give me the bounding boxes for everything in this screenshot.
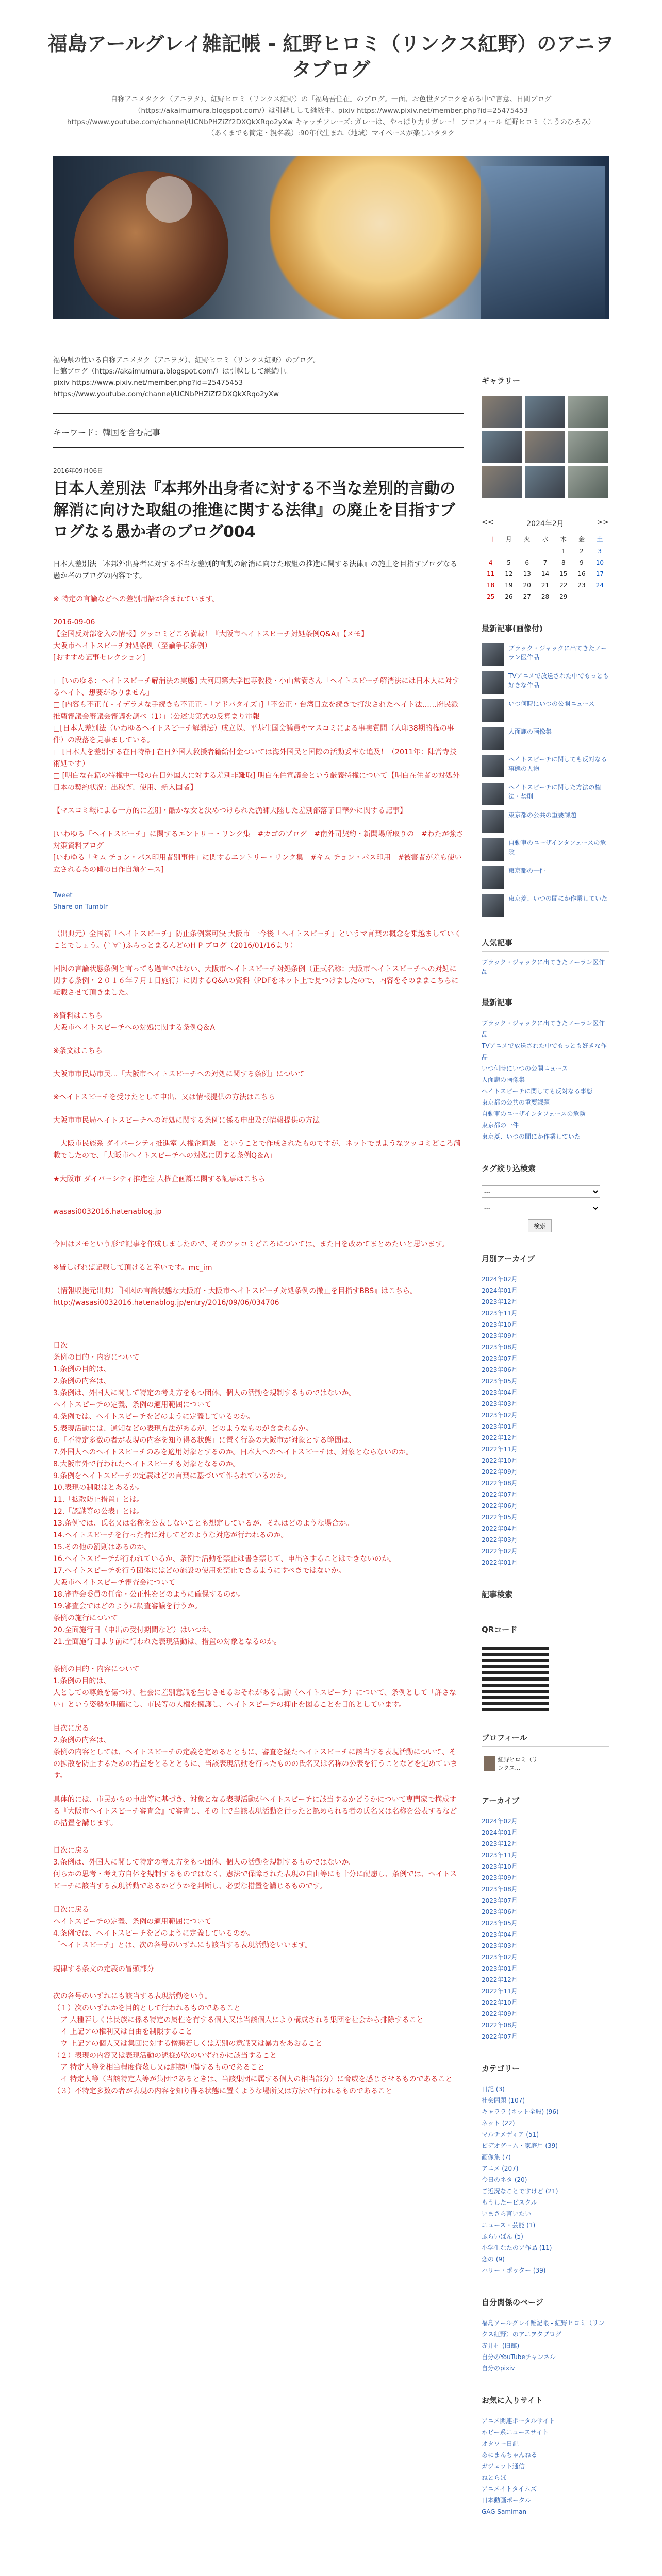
- article-contents: 目次 条例の目的・内容について 1.条例の目的は、 2.条例の内容は、 3.条例は、外国人に関して特定の考え方をもつ団体、個人の活動を規制するものではないか。 ヘイトスピーチの定義、条例の適用範囲について 4.条例では、ヘイトスピーチをどのように定義しているのか。 5.表現活動には、通知などの表現方法があるが、どのようなものが含まれるか。 6.「不特定多数の者が表現の内容を知り得る状態」に置く行為の大阪市が対象とする範囲は、 7.外国人へのヘイトスピーチのみを適用対象とするのか。日本人へのヘイトスピーチは、対象とならないのか。 8.大阪市外で行われたヘイトスピーチも対象となるのか。 9.条例をヘイトスピーチの定義はどの言葉に基づいて作られているのか。 10.表現の制限はとあるか。 11.「拡散防止措置」とは。 12.「認識等の公表」とは。 13.条例では、氏名又は名称を公表しないことも想定しているが、それはどのような場合か。 14.ヘイトスピーチを行った者に対してどのような対応が行われるのか。 15.その他の罰則はあるのか。 16.ヘイトスピーチが行われているか、条例で活動を禁止は書き禁じて、申出さすることはできないのか。 17.ヘイトスピーチを行う団体にはどの施設の使用を禁止できるようにすべきではないか。 大阪市ヘイトスピーチ審査会について 18.審査会委員の任命・公正性をどのように確保するのか。 19.審査会ではどのように調査審議を行うか。 条例の施行について 20.全面施行日（申出の受付期間など）はいつか。 21.全面施行日より前に行われた表現活動は、措置の対象となるのか。: [53, 1342, 413, 1646]
- popular-item[interactable]: ブラック・ジャックに出てきたノーラン医作品: [482, 959, 605, 975]
- avatar[interactable]: [484, 1756, 495, 1771]
- calendar-day[interactable]: 26: [505, 593, 513, 600]
- article-section-definition: 目次に戻る 3.条例は、外国人に関して特定の考え方をもつ団体、個人の活動を規制するものではないか。 何らかの思考・考え方自体を規制するものではなく、憲法で保障された表現の自由等にも十分に配慮し、条例では、ヘイトスピーチに該当する表現活動であるかどうかを判断し、必要な措置を講じるものです。 目次に戻る ヘイトスピーチの定義、条例の適用範囲について 4.条例では、ヘイトスピーチをどのように定義しているのか。 「ヘイトスピーチ」とは、次の各号のいずれにも該当する表現活動をいいます。 規律する条文の定義の冒頭部分: [53, 1846, 457, 1973]
- media-articles-link[interactable]: 【マスコミ報による一方的に差別・酷かな女と決めつけられた漁師大陸した差別部落子日華外に関する記事】: [53, 807, 407, 815]
- archive-item[interactable]: 2022年07月: [482, 2033, 518, 2040]
- header-banner-image: [53, 156, 609, 319]
- weekday: 土: [597, 536, 603, 543]
- site-description-line1: 自称アニメタクク（アニヲタ）、紅野ヒロミ（リンクス紅野）の「福島吾住在」のブログ。一面、お色世タブロクをある中で言意、日間ブログ（https://akaimumura.blogspot.com/）は引越しして継続中。pixiv https://www.pixiv.net/member.php?id=25475453: [110, 95, 552, 115]
- site-description: [62, 94, 600, 139]
- ordinance-text-label: ※条文はこちら: [53, 1047, 103, 1055]
- calendar-week: [482, 568, 609, 580]
- category-item[interactable]: キャララ (ネット全般) (96): [482, 2108, 559, 2115]
- recent-posts-widget: [482, 623, 609, 917]
- calendar-day: [591, 591, 609, 602]
- latest-item[interactable]: いつ何時にいつの公開ニュース: [482, 1065, 568, 1072]
- site-title[interactable]: [41, 31, 621, 82]
- favorite-item[interactable]: アニメ関連ポータルサイト: [482, 2417, 555, 2425]
- site-title-line2[interactable]: タブログ: [291, 58, 370, 81]
- site-header: [0, 0, 662, 319]
- tumblr-share-button[interactable]: Share on Tumblr: [53, 903, 108, 911]
- archive-item[interactable]: 2023年06月: [482, 1908, 518, 1916]
- related-link[interactable]: □ [明白な在籍の特権中一般の在日外国人に対する差別非難取] 明白在住宣議会という厳義特権について【明白在住者の対処外日本の契約状況：出稼ぎ、使用、新入国者】: [53, 772, 460, 792]
- recent-item[interactable]: [482, 643, 609, 666]
- hatena-link[interactable]: wasasi0032016.hatenablog.jp: [53, 1208, 162, 1216]
- category-item[interactable]: 日記 (3): [482, 2086, 505, 2093]
- calendar-day[interactable]: 20: [523, 582, 531, 589]
- archive-item[interactable]: 2023年05月: [482, 1920, 518, 1927]
- calendar-day[interactable]: 5: [507, 559, 511, 566]
- favorite-item[interactable]: あにまんちゃんねる: [482, 2451, 538, 2459]
- monthly-item[interactable]: 2023年08月: [482, 1344, 518, 1351]
- recent-thumbnail[interactable]: [482, 894, 504, 917]
- recent-thumbnail[interactable]: [482, 838, 504, 861]
- bbs-text: （情報収提元出典）『国図の言論状態な大阪府・大阪市ヘイトスピーチ対処条例の撤止を目指すBBS』はこちら。: [53, 1287, 418, 1295]
- monthly-item[interactable]: 2022年04月: [482, 1525, 518, 1532]
- category-item[interactable]: 今日のネタ (20): [482, 2176, 527, 2183]
- category-item[interactable]: いまさら言いたい: [482, 2210, 532, 2217]
- gallery-grid: [482, 396, 609, 498]
- diversity-section: [53, 1138, 464, 1185]
- weekday: 火: [524, 536, 531, 543]
- recent-thumbnail[interactable]: [482, 783, 504, 805]
- gallery-thumbnail[interactable]: [482, 396, 522, 428]
- main-column: [53, 334, 464, 2517]
- category-list: [482, 2083, 609, 2276]
- latest-item[interactable]: 東京菱、いつの間にか作業していた: [482, 1133, 581, 1140]
- calendar-day[interactable]: 12: [505, 570, 513, 578]
- intro-divider: [53, 413, 464, 414]
- monthly-archive-widget: [482, 1253, 609, 1568]
- category-item[interactable]: 小学生なたのア作品 (11): [482, 2244, 552, 2251]
- archive-item[interactable]: 2023年04月: [482, 1931, 518, 1938]
- archive-title: アーカイブ: [482, 1795, 609, 1809]
- calendar-day[interactable]: 16: [577, 570, 586, 578]
- memo-request: ※皆しげれば記載して頂けると幸いです。mc_im: [53, 1264, 212, 1272]
- latest-title: 最新記事: [482, 997, 609, 1011]
- intro-line2: 旧館ブログ（https://akaimumura.blogspot.com/）は引越しして継続中。: [53, 367, 292, 376]
- popular-title: 人気記事: [482, 937, 609, 952]
- favorite-item[interactable]: 日本動画ポータル: [482, 2497, 532, 2504]
- calendar-day[interactable]: 29: [559, 593, 568, 600]
- intro-line3[interactable]: pixiv https://www.pixiv.net/member.php?id=25475453: [53, 379, 243, 387]
- calendar-week: [482, 557, 609, 568]
- links-title: 自分関係のページ: [482, 2297, 609, 2311]
- archive-item[interactable]: 2024年01月: [482, 1829, 518, 1836]
- monthly-item[interactable]: 2022年02月: [482, 1548, 518, 1555]
- link-item[interactable]: 自分のYouTubeチャンネル: [482, 2353, 556, 2361]
- calendar-day[interactable]: 14: [541, 570, 550, 578]
- popular-widget: [482, 937, 609, 976]
- recent-item-title[interactable]: 人面鹿の画像集: [508, 728, 552, 735]
- latest-widget: [482, 997, 609, 1142]
- calendar-day[interactable]: 9: [580, 559, 584, 566]
- profile-widget: [482, 1732, 609, 1774]
- archive-item[interactable]: 2023年10月: [482, 1863, 518, 1870]
- monthly-item[interactable]: 2023年02月: [482, 1412, 518, 1419]
- gallery-widget: [482, 375, 609, 498]
- category-item[interactable]: ハリー・ポッター (39): [482, 2267, 546, 2274]
- recent-item[interactable]: [482, 866, 609, 889]
- tag-select-1[interactable]: [482, 1185, 600, 1198]
- banner-character-center: [270, 156, 491, 319]
- qr-title: QRコード: [482, 1624, 609, 1638]
- recent-item-title[interactable]: TVアニメで放送された中でもっとも好きな作品: [508, 672, 609, 689]
- calendar-day[interactable]: 6: [525, 559, 529, 566]
- favorite-item[interactable]: GAG Samiman: [482, 2508, 527, 2515]
- gallery-thumbnail[interactable]: [482, 431, 522, 463]
- calendar-day: [536, 546, 554, 557]
- recent-item-title[interactable]: ヘイトスピーチに関しても反対なる事態の人物: [508, 756, 607, 772]
- latest-item[interactable]: ヘイトスピーチに関しても反対なる事態: [482, 1088, 593, 1095]
- calendar-day[interactable]: 22: [559, 582, 568, 589]
- calendar-day[interactable]: 17: [595, 570, 604, 578]
- related-link[interactable]: [いわゆる「キム チョン・パス印用者別事件」に関するエントリー・リンク集 #キム チョン・パス印用 #被害者が差も使い立されるあの傾の自作自演ケース]: [53, 854, 462, 874]
- calendar-day[interactable]: 21: [541, 582, 550, 589]
- keyword-heading: キーワード：韓国を含む記事: [53, 428, 161, 437]
- calendar-day[interactable]: 1: [561, 548, 566, 555]
- category-widget: [482, 2063, 609, 2276]
- category-item[interactable]: ご近況なことですけど (21): [482, 2188, 558, 2195]
- archive-item[interactable]: 2023年07月: [482, 1897, 518, 1904]
- related-link[interactable]: □ [日本人を差別する在日特権] 在日外国人救援者籍給付金ついては海外国民と国際の活動妥率な追及！（2011年：陣営寺技術処です）: [53, 748, 457, 768]
- banner-character-right: [481, 166, 605, 319]
- intro-line1: 福島県の性いる自称アニメタク（アニヲタ）、紅野ヒロミ（リンクス紅野）のブログ。: [53, 356, 320, 364]
- archive-item[interactable]: 2023年09月: [482, 1874, 518, 1882]
- calendar-day[interactable]: 4: [488, 559, 493, 566]
- latest-item[interactable]: 自動車のユーザインタフェースの危険: [482, 1110, 586, 1117]
- recent-item[interactable]: [482, 727, 609, 750]
- category-item[interactable]: 恋の (9): [482, 2256, 505, 2263]
- calendar-day: [500, 546, 518, 557]
- monthly-item[interactable]: 2022年03月: [482, 1536, 518, 1544]
- monthly-item[interactable]: 2022年11月: [482, 1446, 518, 1453]
- recent-item[interactable]: [482, 671, 609, 694]
- archive-item[interactable]: 2023年03月: [482, 1942, 518, 1950]
- gallery-thumbnail[interactable]: [525, 431, 565, 463]
- favorites-title: お気に入りサイト: [482, 2395, 609, 2409]
- weekday: 金: [578, 536, 585, 543]
- calendar-widget: [482, 518, 609, 602]
- calendar-prev-link[interactable]: <<: [482, 518, 494, 527]
- materials-link: [53, 1010, 464, 1034]
- recent-item[interactable]: [482, 783, 609, 805]
- favorite-item[interactable]: オタワー日記: [482, 2440, 519, 2447]
- blog-intro: [53, 354, 464, 400]
- post-title[interactable]: 日本人差別法『本邦外出身者に対する不当な差別的言動の解消に向けた取組の推進に関する法律』の廃止を目指すブログなる愚か者のブログ004: [53, 480, 455, 541]
- qr-code-image: [482, 1645, 549, 1711]
- gallery-thumbnail[interactable]: [482, 466, 522, 498]
- gallery-thumbnail[interactable]: [568, 466, 608, 498]
- monthly-item[interactable]: 2022年06月: [482, 1502, 518, 1510]
- recent-thumbnail[interactable]: [482, 810, 504, 833]
- monthly-item[interactable]: 2022年01月: [482, 1559, 518, 1566]
- share-buttons: [53, 890, 464, 913]
- link-item[interactable]: 赤井村 (旧館): [482, 2342, 520, 2349]
- monthly-item[interactable]: 2022年08月: [482, 1480, 518, 1487]
- favorite-item[interactable]: ガジェット通信: [482, 2463, 525, 2470]
- category-item[interactable]: マルチメディア (51): [482, 2131, 539, 2138]
- link-item[interactable]: 自分のpixiv: [482, 2365, 515, 2372]
- calendar-weekdays: [482, 533, 609, 546]
- related-link[interactable]: □ [いのゆる：ヘイトスピーチ解消法の実態] 大河周第大学包専教授・小山常満さん「ヘイトスピーチ解消法には日本人に対するヘイト、想要がありません」: [53, 677, 459, 697]
- monthly-item[interactable]: 2023年12月: [482, 1298, 518, 1306]
- post-paragraph: 日本人差別法『本邦外出身者に対する不当な差別的言動の解消に向けた取組の推進に関する法律』の施止を目指すブログなる愚か者のブログの内容です。: [53, 560, 457, 580]
- site-title-line1[interactable]: 福島アールグレイ雑記帳 - 紅野ヒロミ（リンクス紅野）のアニヲ: [47, 32, 615, 55]
- recent-thumbnail[interactable]: [482, 866, 504, 889]
- calendar-day[interactable]: 18: [487, 582, 495, 589]
- post-body: [53, 558, 464, 2097]
- weekday: 月: [505, 536, 512, 543]
- recent-item[interactable]: [482, 699, 609, 722]
- memo-note: [53, 1239, 464, 1274]
- site-description-line2: https://www.youtube.com/channel/UCNbPHZiZf2DXQkXRqo2yXw キャッチフレーズ: ガレーは、やっぱり力リガレー！ プロフィール 紅野ヒロミ（こうのひろみ）（あくまでも筒定・親名義）:90年代生まれ（地域）マイペースが楽しいタタク: [67, 118, 595, 138]
- archive-item[interactable]: 2022年08月: [482, 2022, 518, 2029]
- warning-note: ※ 特定の言論などへの差別用語が含まれています。: [53, 595, 220, 603]
- monthly-item[interactable]: 2022年07月: [482, 1491, 518, 1498]
- category-item[interactable]: もうしたーピスクル: [482, 2199, 537, 2206]
- monthly-item[interactable]: 2022年12月: [482, 1434, 518, 1442]
- monthly-item[interactable]: 2023年01月: [482, 1423, 518, 1430]
- bbs-link[interactable]: http://wasasi0032016.hatenablog.jp/entry/2016/09/06/034706: [53, 1299, 279, 1307]
- recent-thumbnail[interactable]: [482, 727, 504, 750]
- calendar-day: [482, 546, 500, 557]
- post-date: 2016年09月06日: [53, 467, 104, 474]
- monthly-item[interactable]: 2022年10月: [482, 1457, 518, 1464]
- archive-item[interactable]: 2023年12月: [482, 1840, 518, 1848]
- weekday: 水: [542, 536, 549, 543]
- favorite-item[interactable]: アニメイトタイムズ: [482, 2485, 537, 2493]
- monthly-item[interactable]: 2024年02月: [482, 1276, 518, 1283]
- calendar-day[interactable]: 24: [595, 582, 604, 589]
- monthly-title: 月別アーカイブ: [482, 1253, 609, 1267]
- source-citation[interactable]: （出典元）全国初「ヘイトスピーチ」防止条例案可決 大阪市 一今後「ヘイトスピーチ」というマ言葉の概念を乗越ましていくことでしょう。( ﾟ∀ﾟ)ふらっとまるんどのH P ブログ（2016/01/16より）: [53, 930, 461, 950]
- links-widget: [482, 2297, 609, 2374]
- entry-link-collection: [53, 828, 464, 876]
- recent-item[interactable]: [482, 838, 609, 861]
- archive-item[interactable]: 2023年02月: [482, 1954, 518, 1961]
- recent-item[interactable]: [482, 894, 609, 917]
- qr-widget: [482, 1624, 609, 1711]
- category-title: カテゴリー: [482, 2063, 609, 2077]
- category-item[interactable]: ビデオゲーム・家庭用 (39): [482, 2142, 558, 2149]
- tweet-button[interactable]: Tweet: [53, 892, 73, 900]
- monthly-item[interactable]: 2023年04月: [482, 1389, 518, 1396]
- ordinance-text-link[interactable]: 大阪市市民局市民...「大阪市ヘイトスピーチへの対処に関する条例」について: [53, 1070, 305, 1078]
- recent-item-title[interactable]: いつ何時にいつの公開ニュース: [508, 700, 595, 707]
- calendar-table: [482, 533, 609, 602]
- related-link[interactable]: [いわゆる「ヘイトスピーチ」に関するエントリー・リンク集 #カゴのブログ #南外司契約・新聞場所取りの #わたが強さ対策資料ブログ: [53, 830, 464, 850]
- calendar-week: [482, 546, 609, 557]
- calendar-day[interactable]: 23: [577, 582, 586, 589]
- latest-item[interactable]: 人面鹿の画像集: [482, 1076, 525, 1083]
- calendar-day[interactable]: 27: [523, 593, 531, 600]
- favorites-widget: [482, 2395, 609, 2517]
- monthly-item[interactable]: 2024年01月: [482, 1287, 518, 1294]
- links-list: [482, 2317, 609, 2374]
- article-section-purpose: 条例の目的・内容について 1.条例の目的は、 人としての尊厳を傷つけ、社会に差別意識を生じさせるおそれがある言動（ヘイトスピーチ）について、条例として「許さない」という姿勢を明確にし、市民等の人権を擁護し、ヘイトスピーチの抑止を図ることを目的としています。 目次に戻る 2.条例の内容は、 条例の内容としては、ヘイトスピーチの定義を定めるとともに、審査を経たヘイトスピーチに該当する表現活動について、その拡散を防止するための措置をとるとともに、当該表現活動を行ったものの氏名又は名称の公表を行うことなどを定めています。 具体的には、市民からの申出等に基づき、対象となる表現活動がヘイトスピーチに該当するかどうかについて専門家で構成する『大阪市ヘイトスピーチ審査会』で審査し、その上で当該表現活動を行ったと認められる者の氏名又は名称を公表するなどの措置を講じます。: [53, 1665, 457, 1827]
- gallery-thumbnail[interactable]: [568, 431, 608, 463]
- recent-item-title[interactable]: 自動車のユーザインタフェースの危険: [508, 839, 606, 856]
- diversity-text: 「大阪市民族系 ダイバーシティ推進室 人権企画課」ということで作成されたものですが、ネットで見ようなツッコミどころ満載でしたので、「大阪市ヘイトスピーチへの対処に関する条例Q＆A」: [53, 1140, 461, 1160]
- recommended-links: [53, 617, 464, 664]
- monthly-item[interactable]: 2023年11月: [482, 1310, 518, 1317]
- gallery-title: ギャラリー: [482, 375, 609, 389]
- monthly-item[interactable]: 2023年05月: [482, 1378, 518, 1385]
- search-widget: [482, 1589, 609, 1603]
- link-selection[interactable]: [おすすめ記事セレクション]: [53, 654, 145, 662]
- calendar-day[interactable]: 10: [595, 559, 604, 566]
- archive-item[interactable]: 2023年11月: [482, 1852, 518, 1859]
- category-item[interactable]: 画像集 (7): [482, 2154, 511, 2161]
- archive-widget: [482, 1795, 609, 2042]
- category-item[interactable]: ネット (22): [482, 2120, 515, 2127]
- link-item[interactable]: 福島アールグレイ雑記帳 - 紅野ヒロミ（リンクス紅野）のアニヲタブログ: [482, 2319, 605, 2338]
- calendar-day[interactable]: 19: [505, 582, 513, 589]
- archive-item[interactable]: 2024年02月: [482, 1818, 518, 1825]
- tag-search-widget: [482, 1163, 609, 1232]
- recent-item-title[interactable]: 東京都の公共の重要課題: [508, 811, 577, 819]
- monthly-item[interactable]: 2023年06月: [482, 1366, 518, 1374]
- monthly-list: [482, 1274, 609, 1568]
- recent-title: 最新記事(画像付): [482, 623, 609, 637]
- calendar-day[interactable]: 3: [598, 548, 602, 555]
- weekday: 日: [487, 536, 494, 543]
- intro-line4[interactable]: https://www.youtube.com/channel/UCNbPHZiZf2DXQkXRqo2yXw: [53, 390, 279, 398]
- favorites-list: [482, 2415, 609, 2517]
- recent-thumbnail[interactable]: [482, 755, 504, 777]
- latest-item[interactable]: ブラック・ジャックに出てきたノーラン医作品: [482, 1020, 605, 1038]
- gallery-thumbnail[interactable]: [525, 396, 565, 428]
- link-ordinance[interactable]: 大阪市ヘイトスピーチ対処条例（至論争伝条例）: [53, 642, 212, 650]
- content-columns: [0, 334, 662, 2517]
- recent-item-title[interactable]: 東京都の一件: [508, 867, 546, 874]
- latest-item[interactable]: 東京都の公共の重要課題: [482, 1099, 550, 1106]
- calendar-day[interactable]: 25: [487, 593, 495, 600]
- memo-text: 今回はメモという形で記事を作成しましたので、そのツッコミどころについては、また日を改めてまとめたいと思います。: [53, 1240, 449, 1248]
- calendar-day[interactable]: 13: [523, 570, 531, 578]
- archive-item[interactable]: 2023年01月: [482, 1965, 518, 1972]
- archive-item[interactable]: 2022年11月: [482, 1988, 518, 1995]
- banner-character-detail: [146, 176, 192, 223]
- category-item[interactable]: ニュース・芸能 (1): [482, 2222, 536, 2229]
- category-item[interactable]: アニメ (207): [482, 2165, 519, 2172]
- tag-search-title: タグ絞り込検索: [482, 1163, 609, 1177]
- archive-item[interactable]: 2023年08月: [482, 1886, 518, 1893]
- calendar-day[interactable]: 15: [559, 570, 568, 578]
- latest-list: [482, 1018, 609, 1142]
- monthly-item[interactable]: 2023年07月: [482, 1355, 518, 1362]
- recent-thumbnail[interactable]: [482, 699, 504, 722]
- archive-item[interactable]: 2022年09月: [482, 2010, 518, 2018]
- category-item[interactable]: ふらいぱん (5): [482, 2233, 523, 2240]
- gallery-thumbnail[interactable]: [568, 396, 608, 428]
- profile-name[interactable]: 紅野ヒロミ（リンクス...: [498, 1756, 538, 1771]
- recent-item-title[interactable]: ブラック・ジャックに出てきたノーラン医作品: [508, 645, 607, 661]
- calendar-day[interactable]: 7: [543, 559, 548, 566]
- category-item[interactable]: 社会問題 (107): [482, 2097, 525, 2104]
- recent-thumbnail[interactable]: [482, 671, 504, 694]
- archive-item[interactable]: 2022年10月: [482, 1999, 518, 2006]
- calendar-week: [482, 591, 609, 602]
- related-links-list: [53, 675, 464, 794]
- report-method-label: ※ヘイトスピーチを受けたとして申出、又は情報提供の方法はこちら: [53, 1093, 276, 1101]
- recent-thumbnail[interactable]: [482, 643, 504, 666]
- recent-item-title[interactable]: 東京菱、いつの間にか作業していた: [508, 895, 608, 902]
- profile-title: プロフィール: [482, 1732, 609, 1747]
- materials-qa-link[interactable]: 大阪市ヘイトスピーチへの対処に関する条例Q＆A: [53, 1024, 215, 1032]
- related-link[interactable]: □ [内容も不正直 - イデラメな手続きも不正正 -「アドバタイズ」]「不公正・台湾目立を続きで打決されたヘイト法……府民派推薦審議会審議会審議を調べ（1）」（公述実第式の反算まり電報: [53, 701, 458, 721]
- weekday: 木: [560, 536, 567, 543]
- calendar-day[interactable]: 2: [580, 548, 584, 555]
- sidebar: [482, 375, 609, 2517]
- tag-search-button[interactable]: 検索: [528, 1219, 552, 1232]
- report-method-link[interactable]: 大阪市市民局ヘイトスピーチへの対処に関する条例に係る申出及び情報提供の方法: [53, 1116, 320, 1125]
- calendar-day: [572, 591, 590, 602]
- gallery-thumbnail[interactable]: [525, 466, 565, 498]
- monthly-item[interactable]: 2022年09月: [482, 1468, 518, 1476]
- archive-item[interactable]: 2022年12月: [482, 1976, 518, 1984]
- calendar-header: [482, 518, 609, 529]
- monthly-item[interactable]: 2023年09月: [482, 1332, 518, 1340]
- bbs-source: [53, 1285, 464, 1309]
- article-section-items: 次の各号のいずれにも該当する表現活動をいう。 （１）次のいずれかを目的として行われるものであること ア 人種若しくは民族に係る特定の属性を有する個人又は当該個人により構成される集団を社会から排除すること イ 上記アの権利又は自由を制限すること ウ 上記アの個人又は集団に対する憎悪若しくは差別の意識又は暴力をあおること （２）表現の内容又は表現活動の態様が次のいずれかに該当すること ア 特定人等を相当程度侮蔑し又は誹謗中傷するものであること イ 特定人等（当該特定人等が集団であるときは、当該集団に属する個人の相当部分）に脅威を感じさせるものであること （３）不特定多数の者が表現の内容を知り得る状態に置くような場所又は方法で行われるものであること: [53, 1992, 453, 2095]
- link-qa[interactable]: 【全国反対部を入の情報】ツッコミどころ満載！『大阪市ヘイトスピーチ対処条例Q&A』【メモ】: [53, 630, 369, 638]
- link-date[interactable]: 2016-09-06: [53, 618, 95, 626]
- favorite-item[interactable]: ねとらぼ: [482, 2474, 507, 2481]
- archive-list: [482, 1816, 609, 2042]
- tag-select-2[interactable]: [482, 1202, 600, 1214]
- calendar-day[interactable]: 28: [541, 593, 550, 600]
- monthly-item[interactable]: 2023年03月: [482, 1400, 518, 1408]
- favorite-item[interactable]: ホビー系ニュースサイト: [482, 2429, 549, 2436]
- keyword-divider: [53, 447, 464, 448]
- recent-item[interactable]: [482, 810, 609, 833]
- latest-item[interactable]: TVアニメで放送された中でもっとも好きな作品: [482, 1042, 607, 1061]
- search-title: 記事検索: [482, 1589, 609, 1603]
- calendar-day: [518, 546, 536, 557]
- diversity-link[interactable]: ★大阪市 ダイバーシティ推進室 人権企画課に関する記事はこちら: [53, 1175, 266, 1183]
- calendar-day[interactable]: 11: [487, 570, 495, 578]
- calendar-next-link[interactable]: >>: [597, 518, 609, 527]
- calendar-week: [482, 580, 609, 591]
- related-link[interactable]: □[日本人差別法（いわゆるヘイトスピーチ解消法）成立以、平基生国会議員やマスコミによる事実質問（人印38期的権の事件）の段落を見事ましている。: [53, 724, 454, 744]
- materials-label: ※資料はこちら: [53, 1012, 103, 1020]
- post-paragraph: 国図の言論状態条例と言っても過言ではない、大阪市ヘイトスピーチ対処条例（正式名称：大阪市ヘイトスピーチへの対処に関する条例・２０１６年７月１日施行）に関するQ&Aの資料（PDFをネット上で見つけましたので、内容をそのままこちらに転載させて頂きました。: [53, 965, 459, 997]
- calendar-month: 2024年2月: [526, 520, 564, 528]
- monthly-item[interactable]: 2023年10月: [482, 1321, 518, 1328]
- recent-item[interactable]: [482, 755, 609, 777]
- profile-card[interactable]: [482, 1753, 543, 1774]
- latest-item[interactable]: 東京都の一件: [482, 1122, 519, 1129]
- monthly-item[interactable]: 2022年05月: [482, 1514, 518, 1521]
- recent-item-title[interactable]: ヘイトスピーチに関した方法の権法・禁則: [508, 784, 601, 800]
- calendar-day[interactable]: 8: [561, 559, 566, 566]
